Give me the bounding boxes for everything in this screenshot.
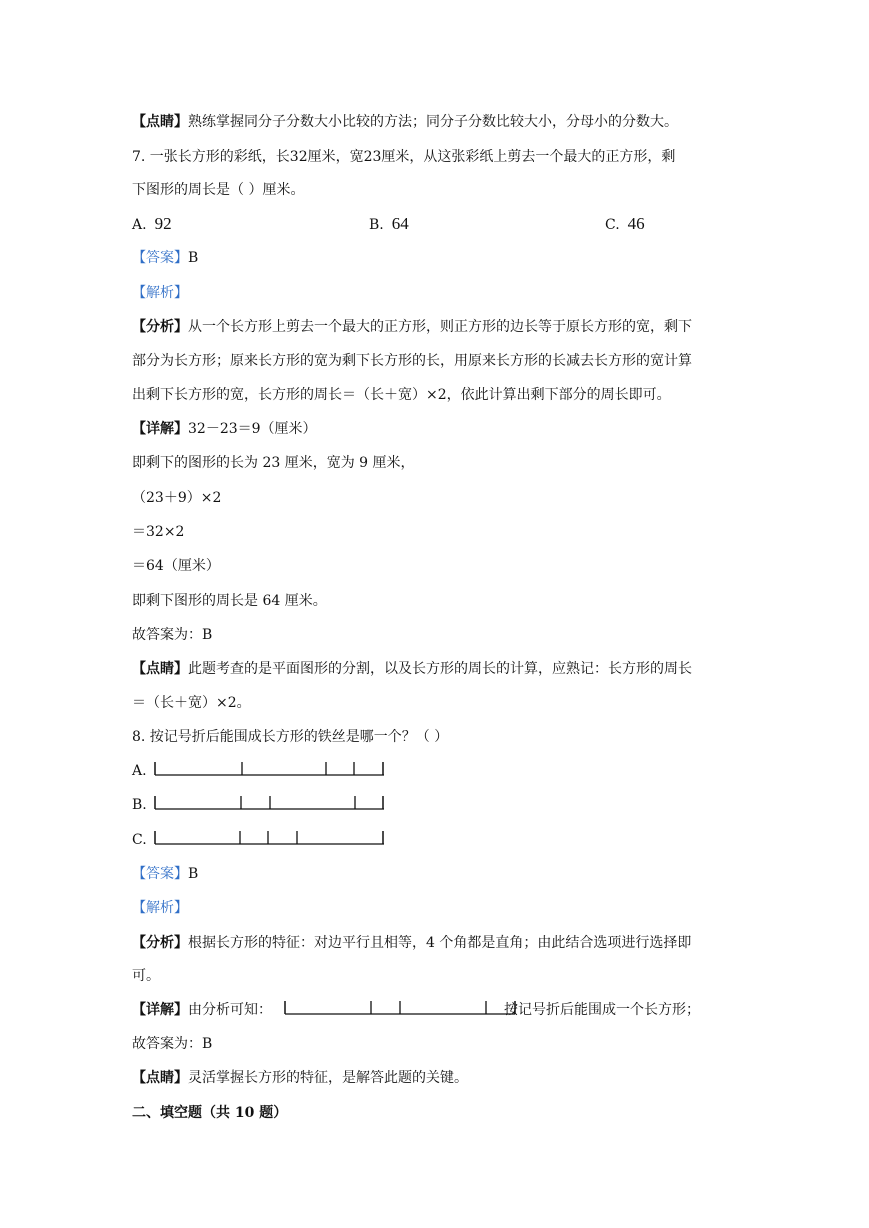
q8-xiangjie-tag: 【详解】 [132, 1002, 188, 1018]
q7-xiangjie-text1: 32－23＝9（厘米） [188, 421, 317, 437]
q8-option-a-wire [154, 762, 386, 776]
q7-fenxi-text1: 从一个长方形上剪去一个最大的正方形，则正方形的边长等于原长方形的宽，剩下 [188, 319, 692, 335]
q7-stem-line2: 下图形的周长是（ ）厘米。 [132, 182, 305, 198]
q7-option-c-label: C. [605, 217, 620, 233]
q7-fenxi-line3: 出剩下长方形的宽，长方形的周长＝（长＋宽）×2，依此计算出剩下部分的周长即可。 [132, 387, 671, 403]
q7-answer-tag: 【答案】 [132, 250, 188, 266]
q7-calc-line: ＝32×2 [132, 524, 185, 540]
q7-option-a-label: A. [132, 217, 147, 233]
q7-xiangjie-tag: 【详解】 [132, 421, 188, 437]
q8-option-c-label: C. [132, 832, 147, 848]
q7-fenxi-tag: 【分析】 [132, 319, 188, 335]
q8-answer-tag: 【答案】 [132, 866, 188, 882]
q8-fenxi-line2: 可。 [132, 968, 160, 984]
q7-fenxi-line1 [132, 317, 692, 337]
q8-stem: 8. 按记号折后能围成长方形的铁丝是哪一个？（ ） [132, 729, 449, 745]
q7-calc-line: 即剩下的图形的长为 23 厘米，宽为 9 厘米， [132, 455, 415, 471]
q7-option-c [605, 214, 645, 235]
q6-note-text: 熟练掌握同分子分数大小比较的方法；同分子分数比较大小，分母小的分数大。 [188, 114, 678, 130]
q8-fenxi-line1 [132, 933, 691, 953]
q7-xiangjie-line1 [132, 419, 317, 439]
q8-xiangjie-pre: 由分析可知： [188, 1002, 272, 1018]
q6-note-tag: 【点睛】 [132, 114, 188, 130]
q7-option-b-label: B. [369, 217, 384, 233]
q7-note-tag: 【点睛】 [132, 661, 188, 677]
q8-analysis-tag: 【解析】 [132, 900, 188, 916]
q8-option-a-label: A. [132, 763, 147, 779]
q7-calc-line: （23＋9）×2 [132, 490, 222, 506]
q8-option-b-wire [154, 796, 386, 810]
q8-answer [132, 864, 198, 884]
q8-xiangjie-wire [284, 1001, 518, 1015]
q7-note-line2: ＝（长＋宽）×2。 [132, 695, 251, 711]
q7-option-c-value: 46 [627, 214, 645, 233]
q8-conclusion: 故答案为：B [132, 1036, 213, 1052]
q6-note [132, 112, 678, 132]
section-heading: 二、填空题（共 10 题） [132, 1105, 288, 1121]
q7-note-text1: 此题考查的是平面图形的分割，以及长方形的周长的计算，应熟记：长方形的周长 [188, 661, 692, 677]
q8-xiangjie-post: 按记号折后能围成一个长方形； [504, 1002, 700, 1018]
q8-note-text: 灵活掌握长方形的特征，是解答此题的关键。 [188, 1070, 468, 1086]
q8-option-b-label: B. [132, 797, 147, 813]
q7-answer-value: B [188, 250, 199, 266]
q7-option-b-value: 64 [391, 214, 409, 233]
q7-fenxi-line2: 部分为长方形；原来长方形的宽为剩下长方形的长，用原来长方形的长减去长方形的宽计算 [132, 353, 692, 369]
q8-note [132, 1068, 468, 1088]
q7-option-a [132, 214, 172, 235]
q7-conclusion: 故答案为：B [132, 627, 213, 643]
q8-fenxi-tag: 【分析】 [132, 935, 188, 951]
q7-note-line1 [132, 659, 692, 679]
q7-option-b [369, 214, 409, 235]
q8-note-tag: 【点睛】 [132, 1070, 188, 1086]
q7-option-a-value: 92 [154, 214, 172, 233]
q8-option-c-wire [154, 831, 386, 845]
q7-calc-line: ＝64（厘米） [132, 558, 220, 574]
q7-analysis-tag: 【解析】 [132, 285, 188, 301]
q7-answer [132, 248, 198, 268]
q8-answer-value: B [188, 866, 199, 882]
q7-calc-line: 即剩下图形的周长是 64 厘米。 [132, 593, 327, 609]
q7-stem-line1: 7. 一张长方形的彩纸，长32厘米，宽23厘米，从这张彩纸上剪去一个最大的正方形，剩 [132, 149, 676, 165]
q8-fenxi-text1: 根据长方形的特征：对边平行且相等，4 个角都是直角；由此结合选项进行选择即 [188, 935, 692, 951]
